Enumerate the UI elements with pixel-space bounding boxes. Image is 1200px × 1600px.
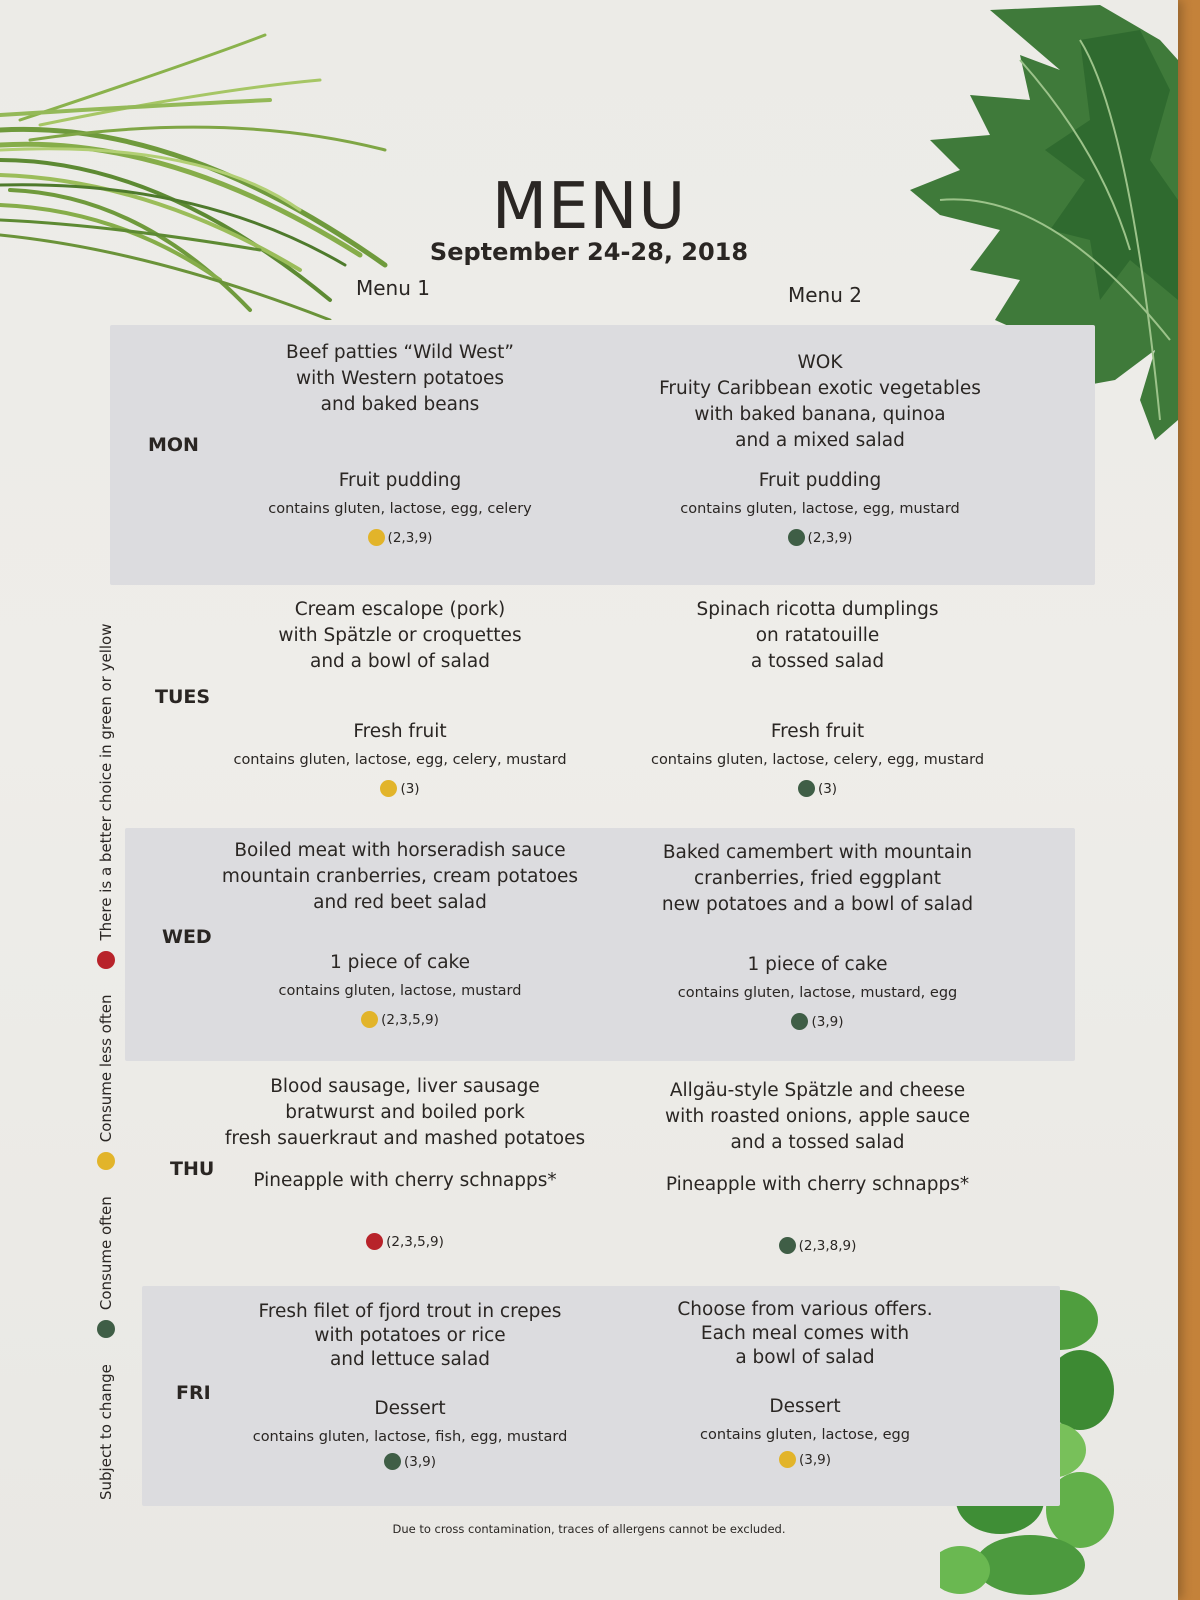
dessert: Pineapple with cherry schnapps* [665, 1174, 970, 1195]
dish-line: Baked camembert with mountain [662, 842, 973, 863]
dish-line: Boiled meat with horseradish sauce [234, 840, 566, 861]
rating-badge [791, 1013, 843, 1030]
menu2-cell [630, 597, 1005, 801]
dish-line: bratwurst and boiled pork [285, 1102, 525, 1123]
legend-item [97, 624, 115, 969]
additive-codes: (2,3,9) [387, 529, 433, 546]
day-label: FRI [176, 1382, 211, 1404]
dish-line: a bowl of salad [735, 1347, 875, 1368]
dish-line: Allgäu-style Spätzle and cheese [669, 1080, 966, 1101]
main-dish [630, 840, 1005, 936]
additive-codes: (3) [400, 780, 420, 797]
yellow-dot-icon [361, 1011, 378, 1028]
allergen-info: contains gluten, lactose, celery, egg, mustard [650, 752, 985, 768]
dish-line: mountain cranberries, cream potatoes [221, 866, 579, 887]
dessert: Fruit pudding [338, 470, 462, 491]
dish-line: Cream escalope (pork) [294, 599, 506, 620]
menu2-cell [630, 1298, 980, 1472]
menu1-cell [215, 597, 585, 801]
menu2-cell [640, 350, 1000, 550]
menu1-cell [215, 1074, 595, 1254]
dish-line: with potatoes or rice [314, 1325, 506, 1346]
red-dot-icon [366, 1233, 383, 1250]
additive-codes: (2,3,5,9) [386, 1233, 444, 1250]
legend-text: Consume less often [97, 994, 115, 1143]
rating-badge [779, 1237, 857, 1254]
rating-badge [380, 780, 419, 797]
allergen-info: contains gluten, lactose, fish, egg, mustard [252, 1429, 568, 1445]
rating-badge [798, 780, 837, 797]
main-dish [215, 597, 585, 693]
allergen-info: contains gluten, lactose, egg, mustard [680, 501, 960, 517]
rating-legend [89, 623, 123, 1500]
dessert: Pineapple with cherry schnapps* [253, 1170, 557, 1191]
dish-line: and lettuce salad [329, 1349, 491, 1370]
dish-line: and red beet salad [313, 892, 487, 913]
dessert: 1 piece of cake [747, 954, 888, 975]
dish-line: and baked beans [320, 394, 480, 415]
allergen-info: contains gluten, lactose, egg, celery, mustard [233, 752, 567, 768]
green-dot-icon [779, 1237, 796, 1254]
menu2-column-header: Menu 2 [788, 283, 862, 307]
dish-line: and a bowl of salad [309, 651, 491, 672]
dish-line: Fresh filet of fjord trout in crepes [258, 1301, 562, 1322]
main-dish [630, 597, 1005, 693]
additive-codes: (3) [817, 780, 838, 797]
additive-codes: (3,9) [798, 1451, 831, 1468]
dish-line: with baked banana, quinoa [694, 404, 946, 425]
menu1-column-header: Menu 1 [356, 276, 430, 300]
dish-line: fresh sauerkraut and mashed potatoes [224, 1128, 586, 1149]
green-dot-icon [788, 529, 805, 546]
yellow-dot-icon [97, 1152, 115, 1170]
dish-line: cranberries, fried eggplant [693, 868, 942, 889]
legend-text: There is a better choice in green or yellow [97, 623, 115, 941]
yellow-dot-icon [779, 1451, 796, 1468]
dish-line: Fruity Caribbean exotic vegetables [659, 378, 981, 399]
dish-line: Spinach ricotta dumplings [696, 599, 939, 620]
legend-text: Consume often [97, 1196, 115, 1311]
dessert: Fresh fruit [770, 721, 865, 742]
allergen-info [630, 1195, 1005, 1225]
menu-title: MENU [491, 170, 687, 244]
yellow-dot-icon [380, 780, 397, 797]
main-dish [630, 1078, 1005, 1174]
day-label: MON [148, 434, 199, 456]
rating-badge [788, 529, 853, 546]
additive-codes: (2,3,8,9) [798, 1237, 857, 1254]
dish-line: Blood sausage, liver sausage [270, 1076, 540, 1097]
green-dot-icon [791, 1013, 808, 1030]
dish-line: WOK [797, 352, 843, 373]
red-dot-icon [97, 951, 115, 969]
rating-badge [368, 529, 433, 546]
menu1-cell [230, 1300, 590, 1474]
dish-line: with roasted onions, apple sauce [665, 1106, 970, 1127]
rating-badge [384, 1453, 436, 1470]
rating-badge [366, 1233, 444, 1250]
allergen-info: contains gluten, lactose, egg [700, 1427, 910, 1443]
dessert: Dessert [769, 1396, 841, 1417]
dish-line: on ratatouille [755, 625, 880, 646]
legend-item [97, 1196, 115, 1338]
main-dish [630, 1298, 980, 1378]
allergen-info: contains gluten, lactose, egg, celery [268, 501, 532, 517]
allergen-info [215, 1191, 595, 1221]
day-label: TUES [155, 686, 211, 708]
dish-line: Each meal comes with [700, 1323, 910, 1344]
green-dot-icon [97, 1320, 115, 1338]
allergen-info: contains gluten, lactose, mustard [278, 983, 522, 999]
menu-date-range: September 24-28, 2018 [429, 238, 749, 266]
additive-codes: (3,9) [811, 1013, 844, 1030]
dish-line: with Western potatoes [295, 368, 505, 389]
dish-line: with Spätzle or croquettes [278, 625, 522, 646]
dessert: Fresh fruit [353, 721, 447, 742]
additive-codes: (3,9) [403, 1453, 436, 1470]
yellow-dot-icon [368, 529, 385, 546]
dish-line: and a mixed salad [735, 430, 905, 451]
allergen-info: contains gluten, lactose, mustard, egg [677, 985, 958, 1001]
main-dish [640, 350, 1000, 454]
day-label: WED [162, 926, 212, 948]
rating-badge [779, 1451, 831, 1468]
green-dot-icon [384, 1453, 401, 1470]
rating-badge [361, 1011, 439, 1028]
menu2-cell [630, 1078, 1005, 1258]
dessert: Fruit pudding [758, 470, 882, 491]
dessert: 1 piece of cake [329, 952, 470, 973]
legend-text: Subject to change [97, 1364, 115, 1500]
main-dish [230, 1300, 590, 1380]
dish-line: and a tossed salad [730, 1132, 905, 1153]
main-dish [215, 1074, 595, 1170]
additive-codes: (2,3,5,9) [381, 1011, 439, 1028]
legend-item [97, 1364, 115, 1500]
menu1-cell [215, 838, 585, 1032]
dessert: Dessert [374, 1398, 446, 1419]
menu2-cell [630, 840, 1005, 1034]
legend-item [97, 995, 115, 1171]
allergen-disclaimer: Due to cross contamination, traces of allergens cannot be excluded. [392, 1522, 786, 1536]
dish-line: new potatoes and a bowl of salad [661, 894, 974, 915]
menu1-cell [230, 340, 570, 550]
dish-line: Beef patties “Wild West” [286, 342, 514, 363]
day-label: THU [170, 1158, 215, 1180]
main-dish [230, 340, 570, 444]
green-dot-icon [798, 780, 815, 797]
dish-line: Choose from various offers. [677, 1299, 933, 1320]
main-dish [215, 838, 585, 934]
additive-codes: (2,3,9) [807, 529, 853, 546]
dish-line: a tossed salad [750, 651, 885, 672]
